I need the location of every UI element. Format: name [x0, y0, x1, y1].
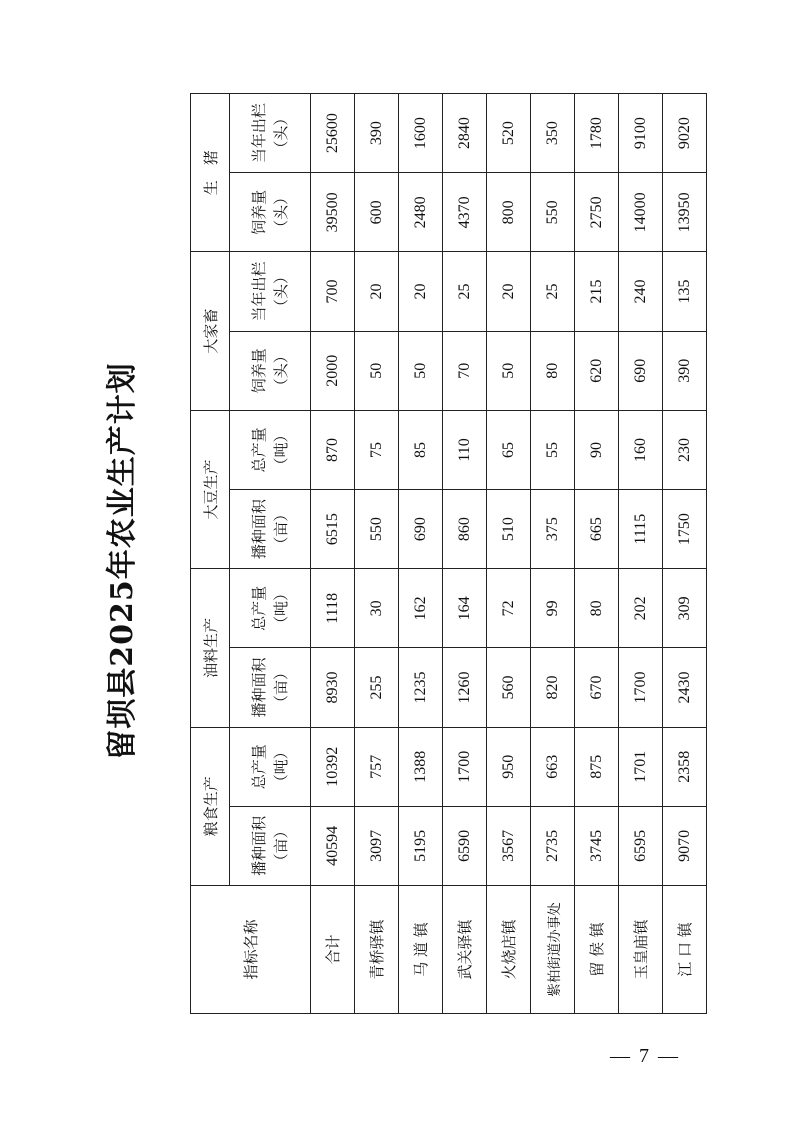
table-cell: 80 [531, 331, 575, 410]
table-row [399, 94, 443, 1014]
table-cell: 510 [487, 490, 531, 569]
column-subheader [230, 806, 311, 885]
table-cell: 25600 [311, 94, 355, 173]
table-cell: 757 [355, 727, 399, 806]
table-cell: 240 [619, 252, 663, 331]
table-cell: 13950 [663, 173, 707, 252]
table-cell: 39500 [311, 173, 355, 252]
table-cell: 1235 [399, 648, 443, 727]
table-cell: 25 [443, 252, 487, 331]
table-cell: 40594 [311, 806, 355, 885]
table-row [575, 94, 619, 1014]
table-cell: 375 [531, 490, 575, 569]
table-cell: 2735 [531, 806, 575, 885]
column-subheader [230, 648, 311, 727]
subheader-line: （亩） [272, 823, 290, 869]
table-cell: 20 [355, 252, 399, 331]
table-cell: 1780 [575, 94, 619, 173]
table-cell: 390 [355, 94, 399, 173]
table-cell: 160 [619, 410, 663, 489]
column-subheader [230, 727, 311, 806]
group-header-oil: 油料生产 [191, 569, 230, 727]
table-cell: 255 [355, 648, 399, 727]
subheader-line: 总产量 [250, 585, 268, 631]
table-cell: 70 [443, 331, 487, 410]
table-cell: 50 [399, 331, 443, 410]
table-cell: 80 [575, 569, 619, 648]
table-cell: 4370 [443, 173, 487, 252]
table-cell: 3567 [487, 806, 531, 885]
table-cell: 520 [487, 94, 531, 173]
table-cell: 1701 [619, 727, 663, 806]
production-plan-table [190, 93, 707, 1014]
column-subheader [230, 569, 311, 648]
table-cell: 1600 [399, 94, 443, 173]
table-cell: 30 [355, 569, 399, 648]
table-cell: 6515 [311, 490, 355, 569]
table-cell: 8930 [311, 648, 355, 727]
row-name: 武关驿镇 [443, 886, 487, 1014]
table-cell: 50 [355, 331, 399, 410]
table-cell: 110 [443, 410, 487, 489]
row-name: 玉皇庙镇 [619, 886, 663, 1014]
table-cell: 620 [575, 331, 619, 410]
group-header-pig: 生 猪 [191, 94, 230, 252]
table-row [487, 94, 531, 1014]
table-cell: 6595 [619, 806, 663, 885]
table-cell: 9020 [663, 94, 707, 173]
subheader-line: 播种面积 [250, 499, 268, 560]
table-cell: 2430 [663, 648, 707, 727]
table-cell: 9100 [619, 94, 663, 173]
table-cell: 390 [663, 331, 707, 410]
subheader-line: （吨） [272, 585, 290, 631]
table-cell: 164 [443, 569, 487, 648]
subheader-line: （头） [272, 348, 290, 394]
page-number: — 7 — [610, 1045, 680, 1067]
table-cell: 600 [355, 173, 399, 252]
table-cell: 2750 [575, 173, 619, 252]
production-plan-table-wrapper [190, 93, 707, 1014]
subheader-line: （头） [272, 269, 290, 315]
table-cell: 690 [399, 490, 443, 569]
subheader-line: 总产量 [250, 744, 268, 790]
table-cell: 55 [531, 410, 575, 489]
table-cell: 870 [311, 410, 355, 489]
page-title: 留坝县2025年农业生产计划 [105, 362, 140, 760]
subheader-line: （吨） [272, 427, 290, 473]
table-row [531, 94, 575, 1014]
table-cell: 215 [575, 252, 619, 331]
column-subheader [230, 94, 311, 173]
table-cell: 99 [531, 569, 575, 648]
table-cell: 10392 [311, 727, 355, 806]
table-cell: 560 [487, 648, 531, 727]
table-cell: 550 [531, 173, 575, 252]
table-cell: 5195 [399, 806, 443, 885]
table-cell: 202 [619, 569, 663, 648]
group-header-soybean: 大豆生产 [191, 410, 230, 568]
row-name: 合计 [311, 886, 355, 1014]
table-cell: 9070 [663, 806, 707, 885]
table-row [355, 94, 399, 1014]
table-cell: 665 [575, 490, 619, 569]
table-cell: 90 [575, 410, 619, 489]
subheader-line: 饲养量 [250, 189, 268, 235]
table-cell: 1700 [443, 727, 487, 806]
table-cell: 875 [575, 727, 619, 806]
table-cell: 1750 [663, 490, 707, 569]
table-cell: 1700 [619, 648, 663, 727]
table-cell: 950 [487, 727, 531, 806]
table-cell: 6590 [443, 806, 487, 885]
table-cell: 663 [531, 727, 575, 806]
table-cell: 50 [487, 331, 531, 410]
table-cell: 2358 [663, 727, 707, 806]
table-cell: 85 [399, 410, 443, 489]
row-name: 马 道 镇 [399, 886, 443, 1014]
table-cell: 2000 [311, 331, 355, 410]
subheader-line: 当年出栏 [250, 261, 268, 322]
table-cell: 14000 [619, 173, 663, 252]
table-cell: 3097 [355, 806, 399, 885]
table-row [311, 94, 355, 1014]
table-cell: 162 [399, 569, 443, 648]
column-subheader [230, 252, 311, 331]
row-name: 青桥驿镇 [355, 886, 399, 1014]
table-cell: 135 [663, 252, 707, 331]
table-cell: 860 [443, 490, 487, 569]
table-cell: 25 [531, 252, 575, 331]
column-subheader [230, 331, 311, 410]
row-name: 火烧店镇 [487, 886, 531, 1014]
column-subheader [230, 490, 311, 569]
table-cell: 230 [663, 410, 707, 489]
table-cell: 1115 [619, 490, 663, 569]
subheader-line: （头） [272, 189, 290, 235]
subheader-line: （亩） [272, 506, 290, 552]
column-subheader [230, 410, 311, 489]
subheader-line: 总产量 [250, 427, 268, 473]
table-cell: 20 [399, 252, 443, 331]
table-cell: 820 [531, 648, 575, 727]
table-cell: 65 [487, 410, 531, 489]
subheader-line: 播种面积 [250, 657, 268, 718]
subheader-line: （头） [272, 110, 290, 156]
table-cell: 1388 [399, 727, 443, 806]
subheader-line: 播种面积 [250, 815, 268, 876]
table-cell: 1260 [443, 648, 487, 727]
table-cell: 670 [575, 648, 619, 727]
table-row [619, 94, 663, 1014]
subheader-line: （吨） [272, 744, 290, 790]
table-cell: 1118 [311, 569, 355, 648]
table-cell: 2840 [443, 94, 487, 173]
table-row [443, 94, 487, 1014]
table-cell: 309 [663, 569, 707, 648]
row-name: 紫柏街道办事处 [531, 886, 575, 1014]
row-name: 留 侯 镇 [575, 886, 619, 1014]
subheader-line: （亩） [272, 665, 290, 711]
table-cell: 550 [355, 490, 399, 569]
table-cell: 350 [531, 94, 575, 173]
subheader-line: 当年出栏 [250, 103, 268, 164]
table-cell: 72 [487, 569, 531, 648]
table-cell: 700 [311, 252, 355, 331]
group-header-livestock: 大家畜 [191, 252, 230, 410]
table-cell: 75 [355, 410, 399, 489]
row-name: 江 口 镇 [663, 886, 707, 1014]
table-cell: 690 [619, 331, 663, 410]
table-cell: 3745 [575, 806, 619, 885]
table-row [663, 94, 707, 1014]
group-header-grain: 粮食生产 [191, 727, 230, 885]
name-column-header: 指标名称 [191, 886, 311, 1014]
table-cell: 20 [487, 252, 531, 331]
rotated-page [2, 0, 792, 1124]
table-cell: 800 [487, 173, 531, 252]
table-cell: 2480 [399, 173, 443, 252]
subheader-line: 饲养量 [250, 348, 268, 394]
column-subheader [230, 173, 311, 252]
